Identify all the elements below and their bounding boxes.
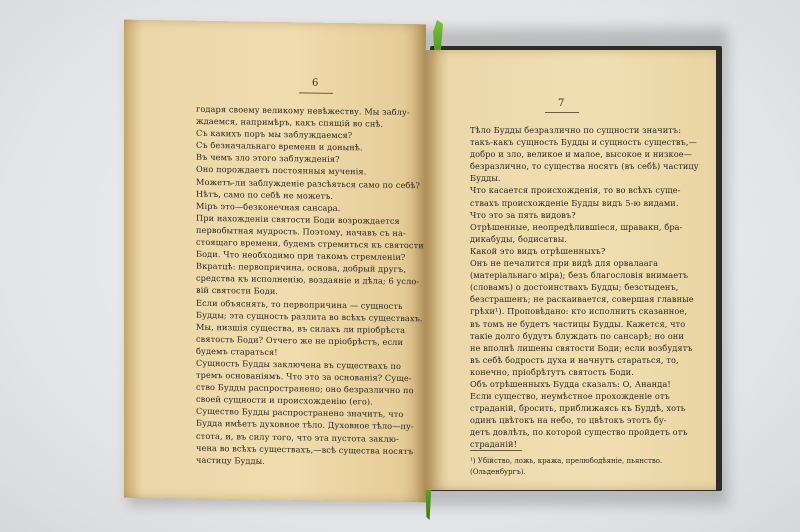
right-page-rule — [545, 112, 579, 113]
footnote-line: ¹) Убійство, ложь, кража, прелюбодѣяніе, пьянство. — [470, 457, 663, 465]
text-line: Объ отрѣшенныхъ Будда сказалъ: О, Ананда! — [470, 378, 671, 389]
footnotes — [470, 456, 682, 478]
text-line: Будды. — [470, 173, 501, 184]
text-line: детъ довлѣть, по которой существо пройдетъ отъ — [470, 427, 688, 438]
text-line: тремъ основаніямъ. Что это за основанія? Суще- — [196, 369, 412, 384]
text-line: ство Будды распространено; оно безразлично по — [196, 381, 414, 396]
text-line: въ томъ не будетъ частицы Будды. Кажется, что — [470, 318, 686, 329]
left-page-number: 6 — [312, 77, 319, 89]
text-line: добро и зло, великое и малое, высокое и низкое— — [470, 149, 692, 160]
text-line: Будды; эта сущность разлита во всѣхъ существахъ. — [196, 309, 423, 323]
footnote-line: (Ольденбургъ). — [470, 468, 526, 476]
text-line: безстрашенъ; не раскаивается, совершая главные — [470, 294, 694, 305]
text-line: страданій! — [470, 439, 517, 450]
right-page-text — [470, 124, 699, 451]
text-line: Сущность Будды заключена въ существахъ по — [196, 357, 402, 371]
text-line: первобытная мудрость. Поэтому, начавъ съ на- — [196, 224, 406, 238]
text-line: такъ-какъ сущность Будды и сущность существъ,— — [470, 137, 697, 148]
left-page-rule — [299, 92, 333, 94]
text-line: При нахожденіи святости Боди возрождается — [196, 212, 400, 226]
text-line: безразлично, то существа носятъ (въ себѣ) частицу — [470, 161, 699, 172]
text-line: частицу Будды. — [196, 454, 265, 466]
text-line: Вкратцѣ: первопричина, основа, добрый другъ, — [196, 260, 406, 275]
text-line: Что это за пять видовъ? — [470, 209, 576, 220]
right-page-number: 7 — [558, 98, 565, 109]
text-line: (матеріальнаго міра); безъ благословія внимаетъ — [470, 270, 689, 281]
left-page-text — [196, 103, 424, 469]
text-line: Тѣло Будды безразлично по сущности значитъ: — [470, 125, 682, 135]
text-line: ждаемся, напримѣръ, какъ спящій во снѣ. — [196, 115, 384, 129]
text-line: вій святости Боди. — [196, 285, 279, 297]
text-line: святость Боди? Отчего же не пріобрѣстъ, если — [196, 333, 404, 347]
text-line: Если существо, неумѣстное прохожденіе отъ — [470, 391, 670, 402]
text-line: Что касается происхожденія, то во всѣхъ суще- — [470, 185, 681, 196]
text-line: страданій, бросить, приближаясь къ Буддѣ, хоть — [470, 403, 686, 414]
text-line: Существо Будды распространено значитъ, что — [196, 406, 404, 420]
text-line: Съ какихъ поръ мы заблуждаемся? — [196, 127, 353, 141]
text-line: одинъ цвѣтокъ на небо, то цвѣтокъ этотъ бу- — [470, 415, 667, 426]
text-line: будемъ стараться! — [196, 345, 278, 357]
text-line: Въ чемъ зло этого заблужденія? — [196, 152, 340, 165]
text-line: Оно порождаетъ постоянныя мученія. — [196, 164, 367, 177]
text-line: не вполнѣ лишены святости Боди; если возбудятъ — [470, 342, 693, 353]
text-line: конечно, пріобрѣтутъ святость Боди. — [470, 366, 634, 377]
text-line: Мы, низшія существа, въ силахъ ли пріобрѣста — [196, 321, 406, 335]
footnote-rule — [470, 450, 522, 451]
right-page — [426, 50, 716, 490]
text-line: въ себѣ бодрость духа и начнутъ стараться, то, — [470, 354, 679, 365]
text-line: ствахъ происхожденіе Будды видъ 5-ю видами. — [470, 197, 679, 208]
text-line: такіе долго будутъ блуждать по сансарѣ; но они — [470, 330, 684, 341]
text-line: средства къ исполненію, воздаяніе и дѣла; 6 усло- — [196, 273, 420, 287]
text-line: чена во всѣхъ существахъ,—всѣ существа носятъ — [196, 442, 414, 456]
text-line: Нѣтъ, само по себѣ не можетъ. — [196, 188, 334, 201]
text-line: Міръ это—безконечная сансара. — [196, 200, 341, 213]
text-line: Можетъ-ли заблужденіе разсѣяться само по себѣ? — [196, 176, 420, 190]
text-line: Онъ не печалится при видѣ для орвалаага — [470, 258, 659, 269]
text-line: Отрѣшенные, неопредѣлившіеся, шравакн, бра- — [470, 221, 683, 232]
text-line: Если объяснять, то первопричина — сущность — [196, 297, 403, 311]
text-line: Боди. Что необходимо при такомъ стремленіи? — [196, 248, 406, 263]
text-line: Какой это видъ отрѣшенныхъ? — [470, 245, 606, 256]
text-line: дикабуды, бодисатвы. — [470, 233, 568, 244]
text-line: Съ безначальнаго времени и донынѣ. — [196, 140, 363, 153]
text-line: своей сущности и происхожденію (его). — [196, 394, 373, 407]
text-line: стоящаго времени, будемъ стремиться къ святости — [196, 236, 424, 251]
text-line: (словамъ) о достоинствахъ Будды; безстыденъ, — [470, 282, 679, 293]
text-line: стота, и, въ силу того, что эта пустота заклю- — [196, 430, 399, 444]
text-line: Будда имѣетъ духовное тѣло. Духовное тѣло—пу- — [196, 418, 414, 432]
text-line: грѣхи¹). Проповѣдано: кто исполнитъ сказанное, — [470, 306, 688, 317]
text-line: годаря своему великому невѣжеству. Мы заблу- — [196, 103, 410, 118]
left-page — [124, 20, 426, 503]
